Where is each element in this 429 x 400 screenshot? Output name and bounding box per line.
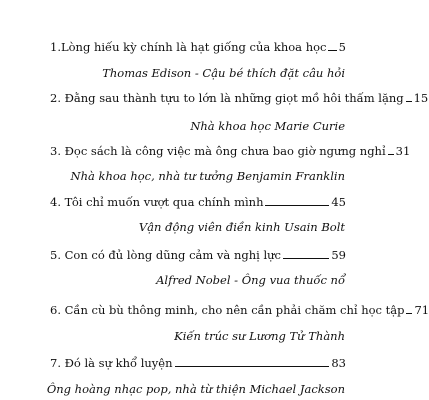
toc-entry-line[interactable] <box>50 303 429 317</box>
toc-page-number: 59 <box>331 248 346 262</box>
toc-entry-line[interactable] <box>50 144 411 158</box>
toc-leader-line <box>328 50 336 51</box>
toc-entry-subtitle: Thomas Edison - Cậu bé thích đặt câu hỏi <box>102 66 345 80</box>
toc-entry-subtitle: Nhà khoa học Marie Curie <box>190 119 345 133</box>
toc-entry-subtitle: Nhà khoa học, nhà tư tưởng Benjamin Franklin <box>70 169 345 183</box>
toc-entry-title: 2. Đằng sau thành tựu to lớn là những giọt mồ hôi thấm lặng <box>50 91 404 105</box>
toc-leader-line <box>406 101 412 102</box>
toc-leader-line <box>265 205 329 206</box>
toc-entry-subtitle: Vận động viên điền kinh Usain Bolt <box>138 220 345 234</box>
toc-entry-line[interactable] <box>50 195 346 209</box>
toc-entry-subtitle: Ông hoàng nhạc pop, nhà từ thiện Michael Jackson <box>46 382 345 396</box>
toc-leader-line <box>406 313 412 314</box>
toc-entry-title: 7. Đó là sự khổ luyện <box>50 356 173 370</box>
toc-page-number: 71 <box>414 303 429 317</box>
toc-entry-subtitle: Kiến trúc sư Lương Tử Thành <box>174 329 345 343</box>
toc-entry-title: 5. Con có đủ lòng dũng cảm và nghị lực <box>50 248 281 262</box>
toc-leader-line <box>175 366 330 367</box>
toc-page-number: 5 <box>338 40 346 54</box>
toc-page-number: 83 <box>331 356 346 370</box>
toc-page-number: 45 <box>331 195 346 209</box>
toc-leader-line <box>388 154 394 155</box>
toc-page-number: 15 <box>413 91 429 105</box>
toc-page-number: 31 <box>395 144 411 158</box>
toc-entry-title: 3. Đọc sách là công việc mà ông chưa bao giờ ngưng nghỉ <box>50 144 386 158</box>
toc-entry-title: 1.Lòng hiếu kỳ chính là hạt giống của khoa học <box>50 40 327 54</box>
toc-entry-title: 6. Cần cù bù thông minh, cho nên cần phải chăm chỉ học tập <box>50 303 405 317</box>
toc-entry-line[interactable] <box>50 91 429 105</box>
toc-entry-subtitle: Alfred Nobel - Ông vua thuốc nổ <box>156 273 345 287</box>
toc-entry-line[interactable] <box>50 40 346 54</box>
toc-entry-line[interactable] <box>50 356 346 370</box>
toc-leader-line <box>283 258 329 259</box>
toc-entry-title: 4. Tôi chỉ muốn vượt qua chính mình <box>50 195 264 209</box>
toc-entry-line[interactable] <box>50 248 346 262</box>
